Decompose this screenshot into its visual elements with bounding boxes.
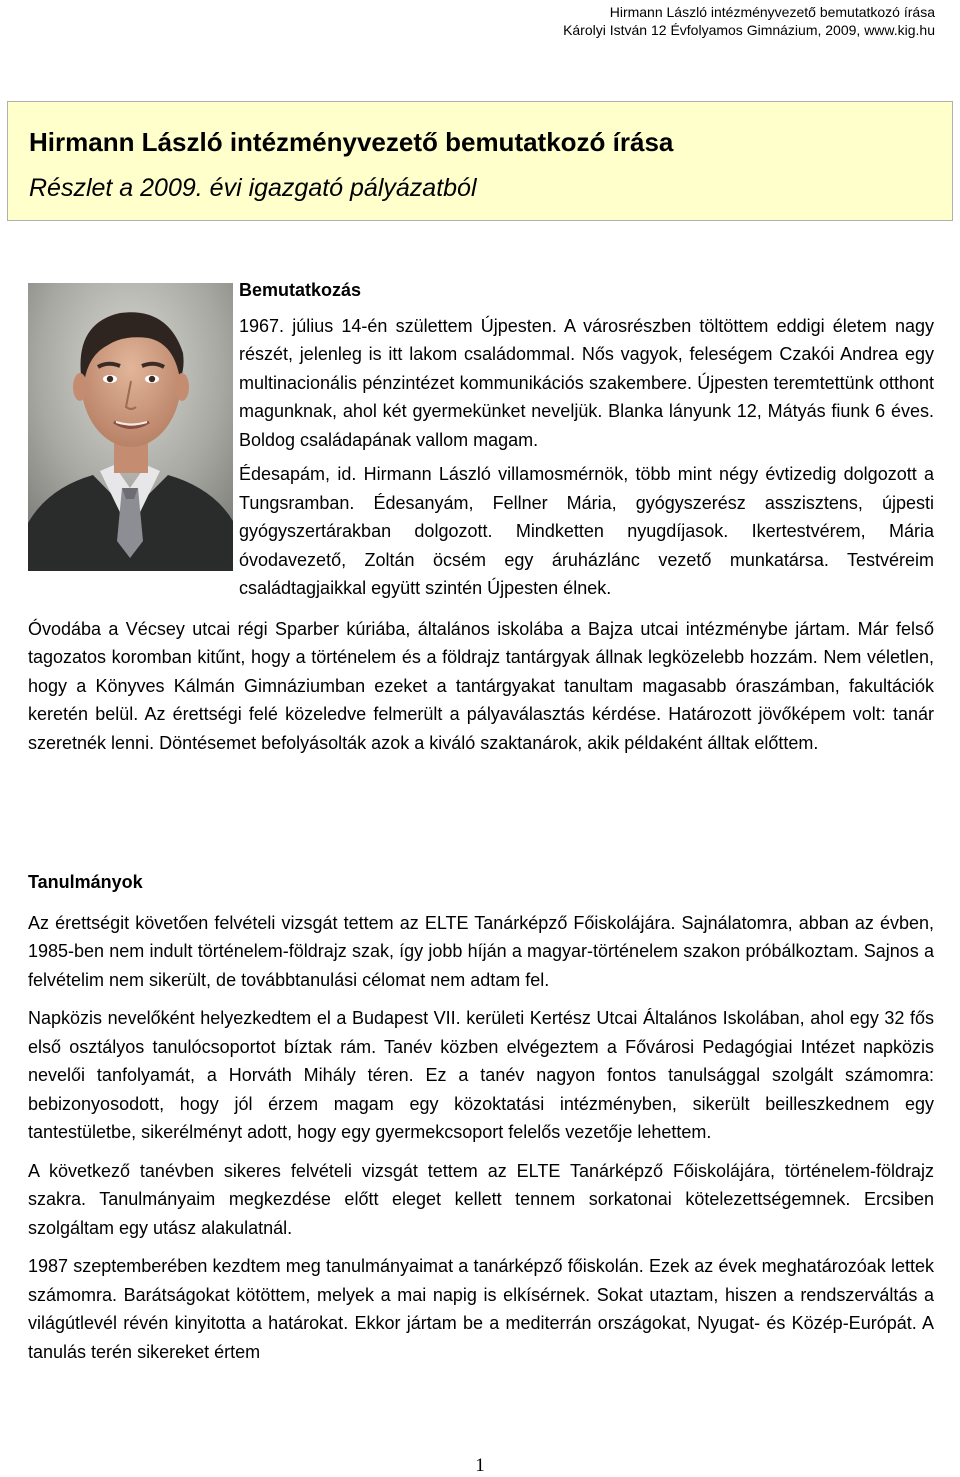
studies-section [28, 868, 934, 1366]
studies-heading: Tanulmányok [28, 872, 143, 892]
page-number: 1 [475, 1455, 485, 1476]
photo-wrap-spacer [28, 276, 239, 577]
document-subtitle: Részlet a 2009. évi igazgató pályázatból [29, 174, 477, 202]
running-header-title: Hirmann László intézményvezető bemutatkozó írása [609, 4, 935, 20]
title-box [7, 101, 953, 221]
studies-paragraph-military: A következő tanévben sikeres felvételi vizsgát tettem az ELTE Tanárképző Főiskolájára, történelem-földrajz szakra. Tanulmányaim megkezdése előtt eleget kellett tennem sorkatonai kötelezettségemnek. Ercsiben szolgáltam egy utász alakulatnál. [28, 1160, 934, 1238]
studies-paragraph-college: 1987 szeptemberében kezdtem meg tanulmányaimat a tanárképző főiskolán. Ezek az évek meghatározóak lettek számomra. Barátságokat kötöttem, melyek a mai napig is elkísérnek. Sokat utaztam, hiszen a rendszerváltás a világútlevél révén kinyitotta a határokat. Ekkor jártam be a mediterrán országokat, Nyugat- és Közép-Európát. A tanulás terén sikereket értem [28, 1256, 934, 1362]
studies-paragraph-admission: Az érettségit követően felvételi vizsgát tettem az ELTE Tanárképző Főiskolájára. Sajnálatomra, abban az évben, 1985-ben nem indult történelem-földrajz szak, így jobb híján a magyar-történelem szakon próbálkoztam. Sajnos a felvételim nem sikerült, de továbbtanulási célomat nem adtam fel. [28, 912, 934, 990]
intro-heading: Bemutatkozás [239, 280, 362, 300]
studies-paragraph-teacher-work: Napközis nevelőként helyezkedtem el a Budapest VII. kerületi Kertész Utcai Általános Iskolában, ahol egy 32 fős első osztályos tanulócsoportot bíztak rám. Tanév közben elvégeztem a Fővárosi Pedagógiai Intézet napközis nevelői tanfolyamát, a Horváth Mihály téren. Ez a tanév nagyon fontos tanulsággal szolgált számomra: bebizonyosodott, hogy jól érzem magam egy közoktatási intézményben, sikerült beilleszkednem egy tantestületbe, sikerélményt adott, hogy egy gyermekcsoport felelős vezetője lehettem. [28, 1008, 934, 1142]
intro-section [28, 276, 934, 757]
intro-paragraph-education: Óvodába a Vécsey utcai régi Sparber kúriába, általános iskolába a Bajza utcai intézménybe jártam. Már felső tagozatos koromban kitűnt, hogy a történelem és a földrajz tantárgyak állnak legközelebb hozzám. Nem véletlen, hogy a Könyves Kálmán Gimnáziumban ezeket a tantárgyakat tanultam magasabb óraszámban, fakultációk keretén belül. Az érettségi felé közeledve felmerült a pályaválasztás kérdése. Határozott jövőképem volt: tanár szeretnék lenni. Döntésemet befolyásolták azok a kiváló szaktanárok, akik példaként álltak előttem. [28, 618, 934, 753]
intro-paragraph-family: Édesapám, id. Hirmann László villamosmérnök, több mint négy évtizedig dolgozott a Tungsramban. Édesanyám, Fellner Mária, gyógyszerész asszisztens, újpesti gyógyszertárakban dolgozott. Mindketten nyugdíjasok. Ikertestvérem, Mária óvodavezető, Zoltán öcsém egy áruházlánc vezető munkatársa. Testvéreim családtagjaikkal együtt szintén Újpesten élnek. [239, 464, 934, 598]
document-title: Hirmann László intézményvezető bemutatkozó írása [29, 127, 674, 157]
running-header-school: Károlyi István 12 Évfolyamos Gimnázium, 2009, www.kig.hu [563, 22, 935, 38]
running-header [563, 3, 935, 39]
intro-paragraph-birth: 1967. július 14-én születtem Újpesten. A városrészben töltöttem eddigi életem nagy részét, jelenleg is itt lakom családommal. Nős vagyok, feleségem Czakói Andrea egy multinacionális pénzintézet kommunikációs szakembere. Újpesten teremtettünk otthont magunknak, ahol két gyermekünket neveljük. Blanka lányunk 12, Mátyás fiunk 6 éves. Boldog családapának vallom magam. [239, 315, 934, 450]
